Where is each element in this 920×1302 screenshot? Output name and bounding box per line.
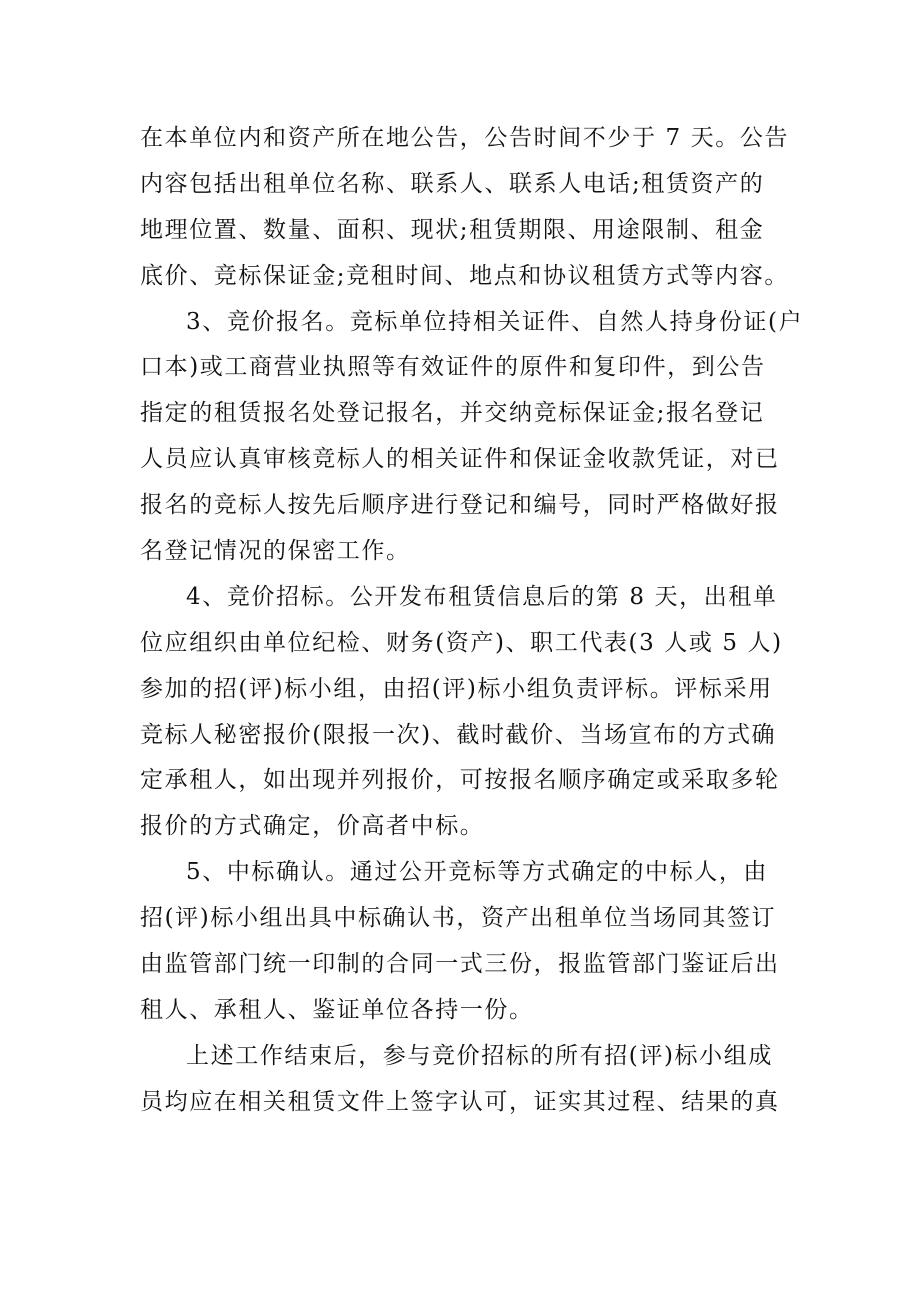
paragraph-line: 指定的租赁报名处登记报名，并交纳竞标保证金;报名登记 <box>140 400 765 427</box>
paragraph-first-line: 4、竞价招标。公开发布租赁信息后的第 8 天，出租单 <box>186 583 778 610</box>
paragraph-line: 在本单位内和资产所在地公告，公告时间不少于 7 天。公告 <box>140 125 790 151</box>
paragraph-line: 位应组织由单位纪检、财务(资产)、职工代表(3 人或 5 人) <box>140 629 783 656</box>
paragraph-line: 内容包括出租单位名称、联系人、联系人电话;租赁资产的 <box>140 170 765 197</box>
paragraph-line: 人员应认真审核竞标人的相关证件和保证金收款凭证，对已 <box>140 446 780 473</box>
paragraph-line: 定承租人，如出现并列报价，可按报名顺序确定或采取多轮 <box>140 767 780 794</box>
paragraph-first-line: 5、中标确认。通过公开竞标等方式确定的中标人，由 <box>186 859 769 886</box>
paragraph-line: 竞标人秘密报价(限报一次)、截时截价、当场宣布的方式确 <box>140 721 777 748</box>
paragraph-line: 由监管部门统一印制的合同一式三份，报监管部门鉴证后出 <box>140 951 780 978</box>
paragraph-line: 底价、竞标保证金;竞租时间、地点和协议租赁方式等内容。 <box>140 262 789 289</box>
paragraph-line: 参加的招(评)标小组，由招(评)标小组负责评标。评标采用 <box>140 675 773 702</box>
paragraph-first-line: 上述工作结束后，参与竞价招标的所有招(评)标小组成 <box>186 1042 773 1069</box>
paragraph-line: 报名的竞标人按先后顺序进行登记和编号，同时严格做好报 <box>140 492 780 519</box>
paragraph-line: 报价的方式确定，价高者中标。 <box>140 813 485 840</box>
paragraph-line: 地理位置、数量、面积、现状;租赁期限、用途限制、租金 <box>140 216 765 243</box>
paragraph-line: 名登记情况的保密工作。 <box>140 538 411 565</box>
paragraph-line: 招(评)标小组出具中标确认书，资产出租单位当场同其签订 <box>140 905 777 932</box>
paragraph-first-line: 3、竞价报名。竞标单位持相关证件、自然人持身份证(户 <box>186 308 804 335</box>
document-body <box>140 116 804 1126</box>
paragraph-line: 口本)或工商营业执照等有效证件的原件和复印件，到公告 <box>140 354 766 381</box>
paragraph-line: 租人、承租人、鉴证单位各持一份。 <box>140 996 534 1023</box>
paragraph-line: 员均应在相关租赁文件上签字认可，证实其过程、结果的真 <box>140 1088 780 1115</box>
